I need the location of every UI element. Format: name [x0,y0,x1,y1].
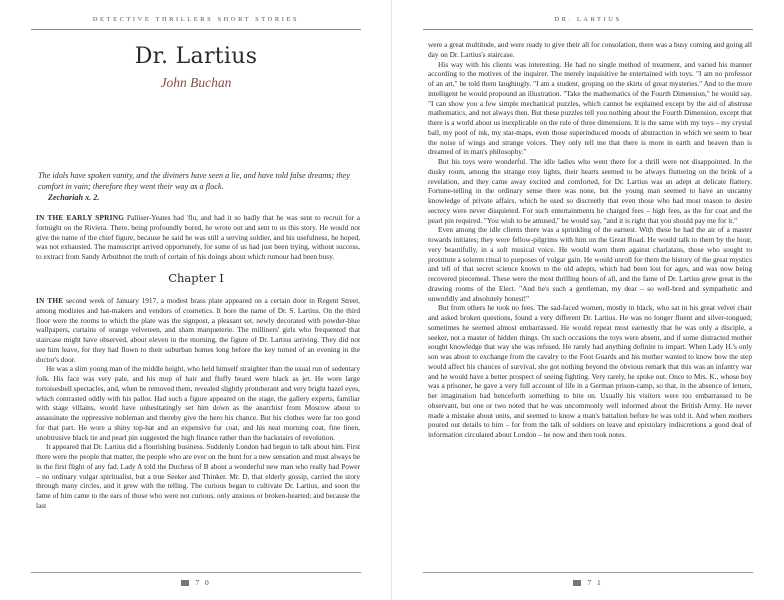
folio-ornament-icon [181,580,189,586]
paragraph: were a great multitude, and were ready to give their all for consolation, there was a busy coming and going all day on Dr. Lartius's staircase. [428,40,752,59]
footer-rule [31,572,360,573]
right-body [428,40,752,440]
epigraph-text: The idols have spoken vanity, and the diviners have seen a lie, and have told false dreams; they comfort in vain; therefore they went their way as a flock. [38,171,350,191]
intro-text [36,213,360,262]
story-title: Dr. Lartius [134,44,258,69]
story-author: John Buchan [160,75,232,90]
paragraph [36,296,360,364]
epigraph [38,171,358,203]
left-running-head-text: DETECTIVE THRILLERS SHORT STORIES [92,16,300,23]
paragraph: Even among the idle clients there was a sprinkling of the earnest. With these he had the air of a master towards initiates; they were fellow-pilgrims with him on the Great Road. He would talk to them by the hour, very beautifully, in a soft musical voice. He would warn them against charlatans, those who sought to prostitute a solemn ritual to purposes of vulgar gain. He would unroll for them the history of the great mystics and tell of that secret science known to the old adepts, which had been lost for ages, and was now being recovered piecemeal. These were the most thrilling hours of all, and the fame of Dr. Lartius grew great in the drawing rooms of the Elect. "And he's such a gentleman, my dear – so well-bred and sympathetic and unworldly and absolutely honest!" [428,225,752,303]
left-folio [0,572,392,587]
intro-body: Palliser-Yeates had 'flu, and had it so badly that he was sent to recruit for a fortnight on the Riviera. There, being profoundly bored, he wrote out and sent to us this story. He would not give the name of the chief figure, because he said he was still a serving soldier, and his usefulness, he hoped, was not exhausted. The manuscript arrived opportunely, for some of us had just been trying, without success, to extract from Sandy Arbuthnot the truth of certain of his doings about which rumour had been busy. [36,213,360,261]
intro-lead: IN THE EARLY SPRING [36,213,125,222]
folio-ornament-icon [573,580,581,586]
left-running-head [0,16,392,30]
left-page-number: 7 0 [195,578,211,587]
paragraph: But from others he took no fees. The sad-faced women, mostly in black, who sat in his great velvet chair and asked broken questions, found a very different Dr. Lartius. He was no longer fluent and silver-tongued; sometimes he seemed almost embarrassed. He would repeat most earnestly that he was only a disciple, a seeker, not a master of hidden things. On such occasions the toys were absent, and if some distracted mother sought knowledge that way she was refused. He rarely had anything definite to impart. When Lady H.'s only son was about to exchange from the cavalry to the Foot Guards and his mother wanted to know how the step would affect his chances of survival, she got nothing beyond the obvious remark that this was an infantry war and he would have a better prospect of seeing fighting. Very rarely, he spoke out. Once to Mrs. K., whose boy was a prisoner, he gave a very full account of life in a German prison-camp, so that, in the absence of letters, her imagination had henceforth something to bite on. Usually his visitors were too embarrassed to be observant, but one or two noted that he was uncommonly well informed about the British Army. He never made a mistake about units, and seemed to know a man's battalion before he was told it. And when mothers poured out details to him – for from the talk of soldiers on leave and epistolary indiscretions a good deal of information circulated about London – he now and then took notes. [428,303,752,439]
right-page [392,0,784,600]
header-rule [31,29,360,30]
chapter-lead: IN THE [36,296,64,305]
epigraph-reference: Zechariah x. 2. [48,192,100,202]
right-folio [392,572,784,587]
right-running-head-text: DR. LARTIUS [554,16,622,23]
header-rule [423,29,752,30]
intro-paragraph [36,213,360,262]
paragraph: But his toys were wonderful. The idle ladies who went there for a thrill were not disappointed. In the dusky room, among the strange rosy lights, their hearts seemed to be always fluttering on the brink of a revelation, and they came away excited and comforted, for Dr. Lartius was an adept at delicate flattery. Fortune-telling in the ordinary sense there was none, but the young man seemed to have an uncanny knowledge of private affairs, which he used so discreetly that even those who had most reason to desire secrecy were never disquieted. For such entertainments he charged fees – high fees, as the fur coat and the pearl pin required. "You wish to be amused," he would say, "and it is right that you should pay me for it." [428,157,752,225]
right-page-number: 7 1 [587,578,603,587]
chapter-heading: Chapter I [168,271,224,285]
paragraph: He was a slim young man of the middle height, who held himself straighter than the usual run of sedentary folk. His face was very pale, and his mop of hair and fluffy beard were black as jet. He wore large tortoiseshell spectacles, and, when he removed them, revealed slightly protuberant and very bright hazel eyes, which contrasted oddly with his pallor. Had such a figure appeared on the stage, the gallery experts, familiar with stage villains, would have unhesitatingly set him down as the anarchist from Moscow about to assassinate the oppressive nobleman and thereby give the hero his chance. But his clothes were far too good for that part. He wore a shiny top-hat and an expensive fur coat, and his neat morning coat, fine linen, unobtrusive black tie and pearl pin suggested the high finance rather than the backstairs of revolution. [36,364,360,442]
right-running-head [392,16,784,30]
paragraph: His way with his clients was interesting. He had no single method of treatment, and varied his manner according to the motives of the inquirer. The merely inquisitive he entertained with toys. "I am no professor of an art," he told them laughingly. "I am a student, groping on the skirts of great mysteries." And to the more intelligent he would propound an illustration. "Take the mathematics of the Fourth Dimension," he would say. "I can show you a few simple mechanical puzzles, which cannot be explained except by the aid of abstruse mathematics, and not always then. But these puzzles tell you nothing about the Fourth Dimension, except that there is a world about us inexplicable on the rule of three dimensions. It is the same with my toys – my crystal ball, my pool of ink, my star-maps, even those superinduced moods of abstraction in which we seem to hear the noise of wings and strange voices. They only tell me that there is more in earth and heaven than is dreamed of in man's philosophy." [428,59,752,157]
paragraph: It appeared that Dr. Lartius did a flourishing business. Suddenly London had begun to talk about him. First there were the people that matter, the people who are ever on the hunt for a new sensation and must always be in the first flight of any fad. Lady A told the Duchess of B about a wonderful new man who really had Power – no ordinary vulgar spiritualist, but a true Seeker and Thinker. Mr. D, that elderly gossip, carried the story through many circles, and it grew with the telling. The curious began to cultivate Dr. Lartius, and soon the fame of him came to the ears of those who were not curious, only anxious or broken-hearted; and because the last [36,442,360,510]
footer-rule [423,572,752,573]
left-body [36,296,360,511]
paragraph-text: second week of January 1917, a modest brass plate appeared on a certain door in Regent Street, among modistes and hat-makers and vendors of cosmetics. It bore the name of Dr. S. Lartius. On the third floor were the rooms to which the plate was the signpost, a pleasant set, newly decorated with powder-blue wallpapers, curtains of orange velveteen, and sham marqueterie. The milliners' girls who frequented that staircase might have observed, about eleven in the morning, the figure of Dr. Lartius arriving. They did not see him leave, for they had flown to their suburban homes long before the key turned of an evening in the doctor's door. [36,296,360,364]
